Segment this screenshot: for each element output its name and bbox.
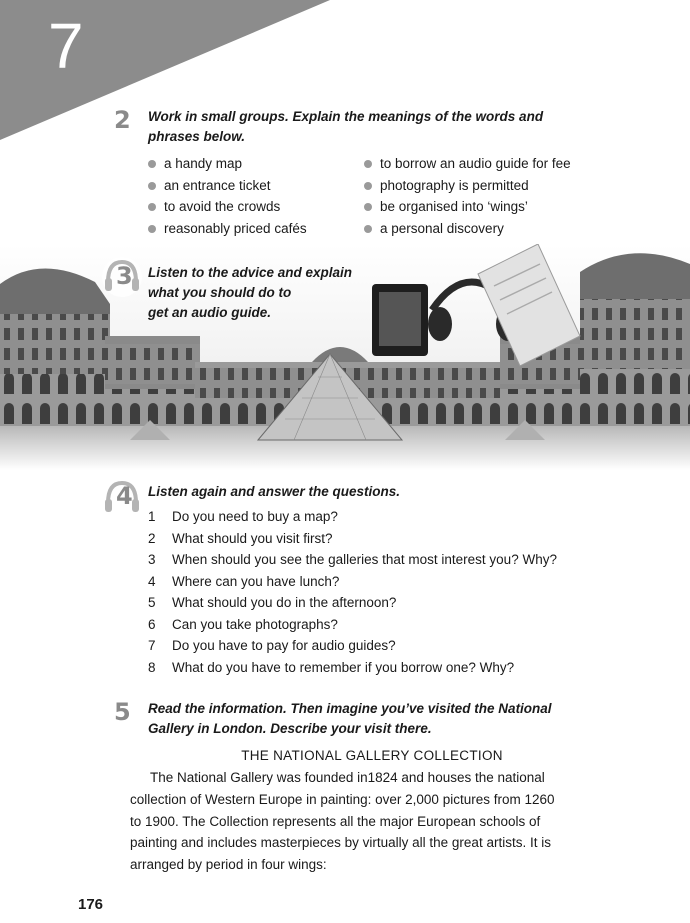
page-number: 176 bbox=[78, 896, 104, 913]
list-item bbox=[148, 614, 557, 636]
exercise-2-instruction bbox=[148, 107, 543, 147]
exercise-4-instruction: Listen again and answer the questions. bbox=[148, 484, 401, 499]
collection-text-line: painting and includes masterpieces by virtually all the great artists. It is bbox=[130, 835, 551, 851]
exercise-2-instruction-line: Work in small groups. Explain the meanings of the words and bbox=[148, 109, 544, 124]
question-text: What should you visit first? bbox=[172, 530, 333, 546]
exercise-5-instruction-line: Read the information. Then imagine you’ve visited the National bbox=[148, 701, 552, 716]
list-item bbox=[148, 571, 557, 593]
list-item: a handy map bbox=[146, 153, 307, 175]
exercise-2-left-list bbox=[146, 153, 307, 239]
question-text: Where can you have lunch? bbox=[172, 573, 340, 589]
list-item: reasonably priced cafés bbox=[146, 218, 307, 240]
list-item bbox=[148, 635, 557, 657]
list-item bbox=[148, 592, 557, 614]
exercise-3-instruction bbox=[148, 263, 352, 323]
exercise-3-instruction-line: Listen to the advice and explain bbox=[148, 265, 353, 280]
collection-text-line: collection of Western Europe in painting: over 2,000 pictures from 1260 bbox=[130, 791, 555, 807]
collection-text-line: to 1900. The Collection represents all the major European schools of bbox=[130, 813, 541, 829]
list-item bbox=[148, 549, 557, 571]
question-number: 7 bbox=[148, 638, 156, 653]
exercise-2-number: 2 bbox=[114, 106, 131, 134]
collection-title: THE NATIONAL GALLERY COLLECTION bbox=[241, 748, 503, 763]
exercise-2-right-list bbox=[362, 153, 571, 239]
question-number: 5 bbox=[148, 595, 156, 610]
list-item bbox=[148, 528, 557, 550]
list-item: photography is permitted bbox=[362, 175, 571, 197]
collection-text-line: The National Gallery was founded in1824 and houses the national bbox=[150, 770, 545, 785]
question-text: What do you have to remember if you borrow one? Why? bbox=[172, 659, 515, 675]
exercise-2-instruction-line: phrases below. bbox=[148, 129, 246, 144]
list-item: be organised into ‘wings’ bbox=[362, 196, 571, 218]
question-number: 6 bbox=[148, 616, 156, 632]
question-text: Do you need to buy a map? bbox=[172, 509, 338, 524]
list-item: to borrow an audio guide for fee bbox=[362, 153, 571, 175]
question-text: When should you see the galleries that most interest you? Why? bbox=[172, 552, 557, 567]
unit-number: 7 bbox=[48, 10, 84, 82]
list-item: an entrance ticket bbox=[146, 175, 307, 197]
exercise-4-question-list bbox=[148, 506, 557, 678]
list-item bbox=[148, 657, 557, 679]
question-text: Do you have to pay for audio guides? bbox=[172, 638, 396, 653]
exercise-3-instruction-line: what you should do to bbox=[148, 285, 292, 300]
list-item bbox=[148, 506, 557, 528]
list-item: a personal discovery bbox=[362, 218, 571, 240]
collection-text-line: arranged by period in four wings: bbox=[130, 857, 327, 873]
question-number: 3 bbox=[148, 552, 156, 567]
exercise-5-number: 5 bbox=[114, 698, 131, 726]
list-item: to avoid the crowds bbox=[146, 196, 307, 218]
exercise-3-instruction-line: get an audio guide. bbox=[148, 305, 272, 320]
exercise-4-number: 4 bbox=[116, 482, 133, 510]
question-text: What should you do in the afternoon? bbox=[172, 595, 397, 610]
question-number: 4 bbox=[148, 573, 156, 589]
question-text: Can you take photographs? bbox=[172, 616, 338, 632]
exercise-5-instruction-line: Gallery in London. Describe your visit there. bbox=[148, 721, 432, 736]
question-number: 2 bbox=[148, 530, 156, 546]
question-number: 8 bbox=[148, 659, 156, 675]
exercise-5-instruction bbox=[148, 699, 552, 739]
exercise-3-number: 3 bbox=[116, 262, 133, 290]
question-number: 1 bbox=[148, 509, 156, 524]
collection-description bbox=[130, 767, 640, 876]
